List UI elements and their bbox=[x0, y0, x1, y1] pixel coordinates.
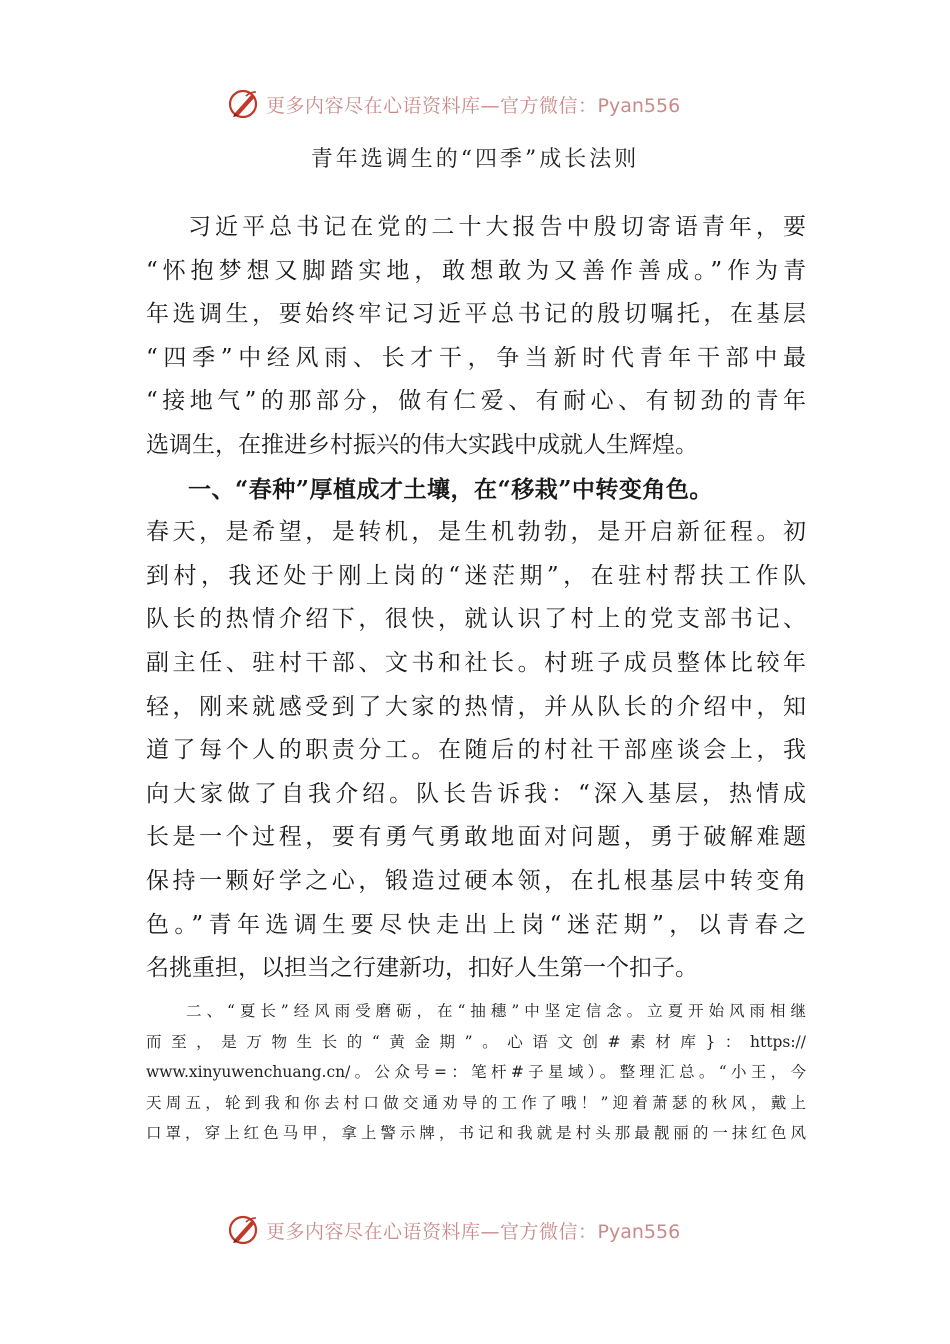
intro-line: 选调生，在推进乡村振兴的伟大实践中成就人生辉煌。 bbox=[146, 431, 698, 458]
banner-text: 更多内容尽在心语资料库—官方微信：Pyan556 bbox=[266, 1220, 681, 1243]
intro-line: “怀抱梦想又脚踏实地，敢想敢为又善作善成。”作为青 bbox=[146, 257, 806, 284]
footer-watermark-banner bbox=[0, 1210, 950, 1250]
section2-line: www.xinyuwenchuang.cn/。公众号=：笔杆#子星域）。整理汇总。“小王，今 bbox=[146, 1063, 806, 1081]
intro-line: “接地气”的那部分，做有仁爱、有耐心、有韧劲的青年 bbox=[146, 388, 806, 415]
section1-line: 队长的热情介绍下，很快，就认识了村上的党支部书记、 bbox=[146, 606, 806, 633]
section2-line: 天周五，轮到我和你去村口做交通劝导的工作了哦！”迎着萧瑟的秋风，戴上 bbox=[146, 1093, 806, 1112]
pen-circle-logo-icon bbox=[226, 86, 262, 122]
intro-line: 习近平总书记在党的二十大报告中殷切寄语青年，要 bbox=[188, 214, 806, 240]
document-body bbox=[146, 206, 806, 991]
section1-line: 轻，刚来就感受到了大家的热情，并从队长的介绍中，知 bbox=[146, 693, 806, 720]
header-watermark-banner bbox=[0, 84, 950, 124]
section1-line: 色。”青年选调生要尽快走出上岗“迷茫期”，以青春之 bbox=[146, 911, 806, 938]
pen-circle-logo-icon bbox=[226, 1212, 262, 1248]
section1-line: 副主任、驻村干部、文书和社长。村班子成员整体比较年 bbox=[146, 649, 806, 676]
section2-line: 二、“夏长”经风雨受磨砺，在“抽穗”中坚定信念。立夏开始风雨相继 bbox=[186, 1002, 806, 1020]
section1-line: 向大家做了自我介绍。队长告诉我：“深入基层，热情成 bbox=[146, 780, 806, 807]
section1-line: 到村，我还处于刚上岗的“迷茫期”，在驻村帮扶工作队 bbox=[146, 562, 806, 589]
intro-line: 年选调生，要始终牢记习近平总书记的殷切嘱托，在基层 bbox=[146, 301, 806, 328]
section1-line: 道了每个人的职责分工。在随后的村社干部座谈会上，我 bbox=[146, 737, 806, 764]
section2-body bbox=[146, 996, 806, 1149]
section1-heading: 一、“春种”厚植成才土壤，在“移栽”中转变角色。 bbox=[188, 475, 713, 503]
section1-line: 保持一颗好学之心，锻造过硬本领，在扎根基层中转变角 bbox=[146, 867, 806, 894]
section1-line: 名挑重担，以担当之行建新功，扣好人生第一个扣子。 bbox=[146, 955, 698, 982]
section2-line: 口罩，穿上红色马甲，拿上警示牌，书记和我就是村头那最靓丽的一抹红色风 bbox=[146, 1124, 806, 1142]
section2-line: 而至，是万物生长的“黄金期”。心语文创#素材库}：https:// bbox=[146, 1032, 806, 1051]
document-title: 青年选调生的“四季”成长法则 bbox=[310, 147, 640, 172]
section1-line: 长是一个过程，要有勇气勇敢地面对问题，勇于破解难题 bbox=[146, 824, 806, 851]
intro-line: “四季”中经风雨、长才干，争当新时代青年干部中最 bbox=[146, 344, 806, 371]
section1-line: 春天，是希望，是转机，是生机勃勃，是开启新征程。初 bbox=[146, 519, 806, 546]
banner-text: 更多内容尽在心语资料库—官方微信：Pyan556 bbox=[266, 94, 681, 117]
